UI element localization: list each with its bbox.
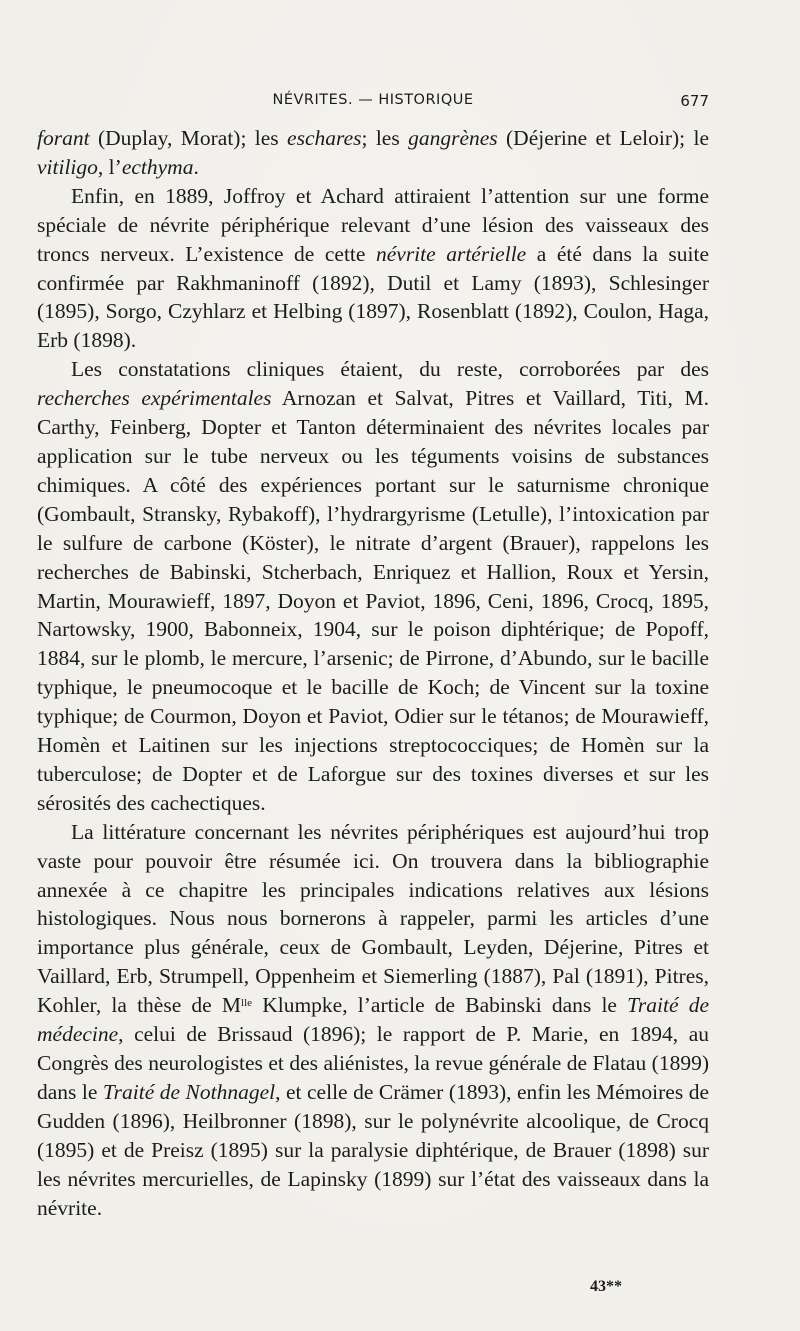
text-run: Les constatations cliniques étaient, du reste, corroborées par des bbox=[71, 357, 709, 382]
text-run: , l’ bbox=[97, 154, 122, 179]
italic-run: vitiligo bbox=[37, 154, 98, 179]
running-head bbox=[37, 90, 709, 114]
page-number: 677 bbox=[680, 92, 709, 110]
running-title: NÉVRITES. — HISTORIQUE bbox=[272, 92, 474, 108]
italic-run: Traité de Nothnagel bbox=[102, 1079, 276, 1104]
body-text bbox=[37, 124, 709, 1222]
italic-run: Traité de médecine bbox=[37, 993, 710, 1047]
italic-run: forant bbox=[37, 126, 90, 150]
superscript-run: lle bbox=[241, 997, 253, 1010]
text-run: Arnozan et Salvat, Pitres et Vaillard, Titi, M. Carthy, Feinberg, Dopter et Tanton déterminaient des névrites locales par application sur le tube nerveux ou les téguments voisins de substances chimiques. A côté des expériences portant sur le saturnisme chronique (Gombault, Stransky, Rybakoff), l’hydrargyrisme (Letulle), l’intoxication par le sulfure de carbone (Köster), le nitrate d’argent (Brauer), rappelons les recherches de Babinski, Stcherbach, Enriquez et Hallion, Roux et Yersin, Martin, Mourawieff, 1897, Doyon et Paviot, 1896, Ceni, 1896, Crocq, 1895, Nartowsky, 1900, Babonneix, 1904, sur le poison diphtérique; de Popoff, 1884, sur le plomb, le mercure, l’arsenic; de Pirrone, d’Abundo, sur le bacille typhique, le pneumocoque et le bacille de Koch; de Vincent sur la toxine typhique; de Courmon, Doyon et Paviot, Odier sur le tétanos; de Mourawieff, Homèn et Laitinen sur les injections streptococciques; de Homèn sur la tuberculose; de Dopter et de Laforgue sur des toxines diverses et sur les sérosités des cachectiques. bbox=[37, 386, 709, 815]
paragraph bbox=[37, 182, 709, 355]
text-run: . bbox=[193, 154, 199, 179]
text-run: , et celle de Crämer (1893), enfin les Mémoires de Gudden (1896), Heilbronner (1898), sur le polynévrite alcoolique, de Crocq (1895) et de Preisz (1895) sur la paralysie diphtérique, de Brauer (1898) sur les névrites mercurielles, de Lapinsky (1899) sur l’état des vaisseaux dans la névrite. bbox=[37, 1079, 709, 1220]
text-run: , celui de Brissaud (1896); le rapport de P. Marie, en 1894, au Congrès des neurologistes et des aliénistes, la revue générale de Flatau (1899) dans le bbox=[37, 1022, 709, 1104]
text-run: a été dans la suite confirmée par Rakhmaninoff (1892), Dutil et Lamy (1893), Schlesinger (1895), Sorgo, Czyhlarz et Helbing (1897), Rosenblatt (1892), Coulon, Haga, Erb (1898). bbox=[37, 241, 709, 353]
text-run: ; les bbox=[361, 126, 409, 150]
text-run: (Duplay, Morat); les bbox=[89, 126, 288, 150]
text-run: La littérature concernant les névrites périphériques est aujourd’hui trop vaste pour pouvoir être résumée ici. On trouvera dans la bibliographie annexée à ce chapitre les principales indications relatives aux lésions histologiques. Nous nous bornerons à rappeler, parmi les articles d’une importance plus générale, ceux de Gombault, Leyden, Déjerine, Pitres et Vaillard, Erb, Strumpell, Oppenheim et Siemerling (1887), Pal (1891), Pitres, Kohler, la thèse de M bbox=[37, 819, 709, 1018]
italic-run: ecthyma bbox=[121, 154, 194, 179]
paragraph bbox=[37, 124, 709, 182]
paragraph bbox=[37, 818, 709, 1223]
paragraph bbox=[37, 355, 709, 818]
text-run: Enfin, en 1889, Joffroy et Achard attiraient l’attention sur une forme spéciale de névrite périphérique relevant d’une lésion des vaisseaux des troncs nerveux. L’existence de cette bbox=[37, 183, 709, 266]
italic-run: névrite artérielle bbox=[375, 241, 527, 266]
italic-run: recherches expérimentales bbox=[37, 386, 272, 411]
italic-run: eschares bbox=[287, 126, 362, 150]
signature-mark: 43** bbox=[590, 1278, 622, 1295]
italic-run: gangrènes bbox=[408, 126, 498, 150]
text-run: Klumpke, l’article de Babinski dans le bbox=[252, 993, 628, 1018]
text-run: (Déjerine et Leloir); le bbox=[497, 126, 709, 150]
